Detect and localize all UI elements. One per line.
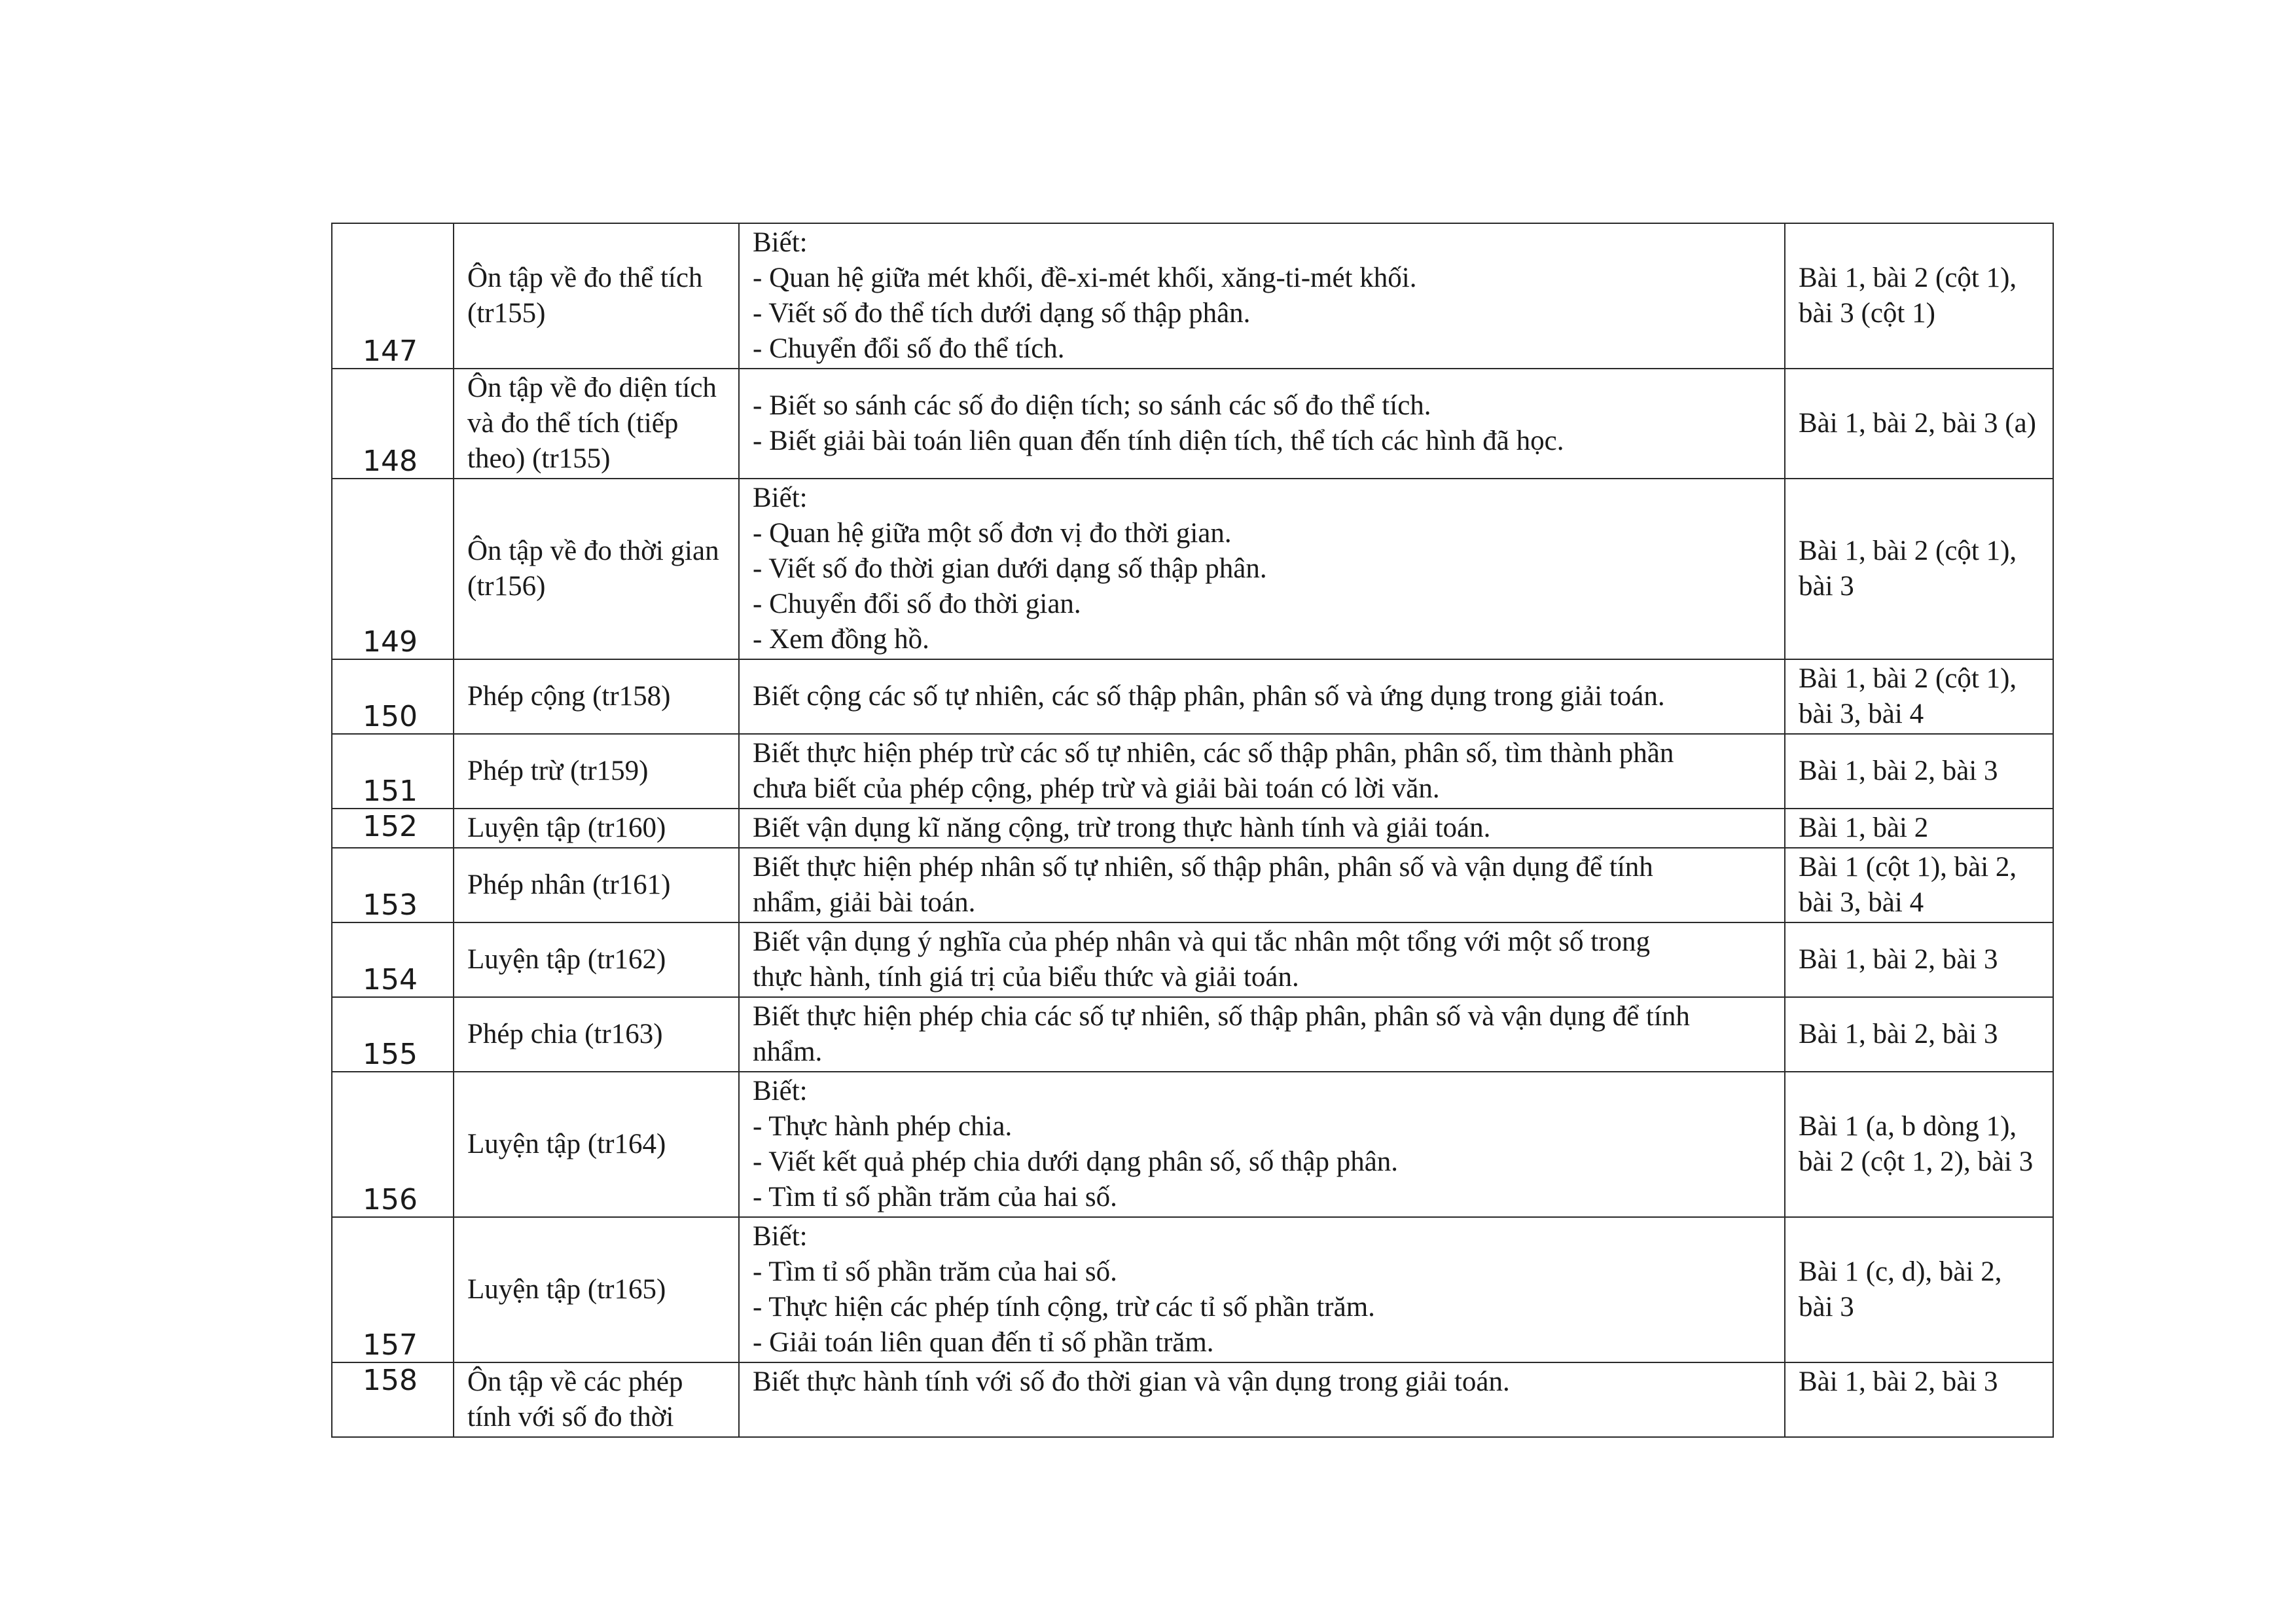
requirement-line: Biết thực hiện phép nhân số tự nhiên, số thập phân, phân số và vận dụng để tính (753, 852, 1653, 883)
lesson-name: Luyện tập (tr164) (454, 1072, 739, 1217)
lesson-exercises: Bài 1, bài 2 (cột 1), bài 3 (1785, 479, 2053, 659)
table-row (332, 659, 2053, 734)
lesson-requirements (739, 479, 1785, 659)
lesson-name: Ôn tập về đo thể tích (tr155) (454, 223, 739, 369)
lesson-number: 157 (332, 1217, 454, 1362)
requirement-line: nhẩm. (753, 1036, 823, 1067)
lesson-name: Phép cộng (tr158) (454, 659, 739, 734)
lesson-name: Luyện tập (tr160) (454, 809, 739, 848)
lesson-exercises: Bài 1, bài 2 (1785, 809, 2053, 848)
lesson-requirements (739, 1217, 1785, 1362)
lesson-name: Luyện tập (tr162) (454, 922, 739, 997)
lesson-exercises: Bài 1, bài 2, bài 3 (1785, 997, 2053, 1072)
lesson-plan-table (331, 223, 2054, 1438)
requirement-line: Biết: (753, 483, 808, 513)
table-row (332, 922, 2053, 997)
lesson-exercises: Bài 1, bài 2, bài 3 (1785, 1362, 2053, 1437)
requirement-line: Biết vận dụng ý nghĩa của phép nhân và qui tắc nhân một tổng với một số trong (753, 926, 1651, 957)
table-row (332, 734, 2053, 809)
lesson-name: Phép nhân (tr161) (454, 848, 739, 922)
requirement-line: Biết vận dụng kĩ năng cộng, trừ trong thực hành tính và giải toán. (753, 812, 1491, 843)
lesson-number: 152 (332, 809, 454, 848)
requirement-line: - Xem đồng hồ. (753, 624, 929, 655)
requirement-line: - Viết kết quả phép chia dưới dạng phân số, số thập phân. (753, 1146, 1399, 1177)
requirement-line: chưa biết của phép cộng, phép trừ và giải bài toán có lời văn. (753, 773, 1440, 804)
requirement-line: - Quan hệ giữa một số đơn vị đo thời gian. (753, 518, 1232, 549)
requirement-line: - Viết số đo thời gian dưới dạng số thập phân. (753, 553, 1267, 584)
lesson-number: 148 (332, 369, 454, 479)
requirement-line: - Chuyển đổi số đo thể tích. (753, 333, 1065, 364)
lesson-number: 154 (332, 922, 454, 997)
lesson-number: 156 (332, 1072, 454, 1217)
requirement-line: thực hành, tính giá trị của biểu thức và giải toán. (753, 962, 1299, 993)
requirement-line: nhẩm, giải bài toán. (753, 887, 976, 918)
requirement-line: - Chuyển đổi số đo thời gian. (753, 589, 1081, 619)
lesson-exercises: Bài 1, bài 2 (cột 1), bài 3, bài 4 (1785, 659, 2053, 734)
requirement-line: - Tìm tỉ số phần trăm của hai số. (753, 1256, 1117, 1287)
table-row (332, 369, 2053, 479)
table-row (332, 809, 2053, 848)
lesson-exercises: Bài 1, bài 2, bài 3 (1785, 734, 2053, 809)
lesson-name: Ôn tập về đo diện tích và đo thể tích (tiếp theo) (tr155) (454, 369, 739, 479)
table-row (332, 1217, 2053, 1362)
requirement-line: Biết: (753, 1221, 808, 1252)
lesson-requirements (739, 809, 1785, 848)
lesson-number: 147 (332, 223, 454, 369)
requirement-line: Biết: (753, 1076, 808, 1106)
table-row (332, 997, 2053, 1072)
lesson-number: 151 (332, 734, 454, 809)
lesson-name: Phép trừ (tr159) (454, 734, 739, 809)
lesson-requirements (739, 1072, 1785, 1217)
lesson-requirements (739, 659, 1785, 734)
lesson-name: Ôn tập về đo thời gian (tr156) (454, 479, 739, 659)
table-row (332, 848, 2053, 922)
requirement-line: Biết: (753, 227, 808, 258)
table-row (332, 223, 2053, 369)
lesson-requirements (739, 223, 1785, 369)
requirement-line: - Tìm tỉ số phần trăm của hai số. (753, 1182, 1117, 1213)
lesson-exercises: Bài 1, bài 2 (cột 1), bài 3 (cột 1) (1785, 223, 2053, 369)
table-row (332, 1362, 2053, 1437)
requirement-line: - Biết so sánh các số đo diện tích; so sánh các số đo thể tích. (753, 390, 1431, 421)
requirement-line: Biết cộng các số tự nhiên, các số thập phân, phân số và ứng dụng trong giải toán. (753, 681, 1665, 712)
requirement-line: - Thực hiện các phép tính cộng, trừ các tỉ số phần trăm. (753, 1292, 1375, 1322)
requirement-line: Biết thực hành tính với số đo thời gian và vận dụng trong giải toán. (753, 1366, 1510, 1397)
lesson-number: 149 (332, 479, 454, 659)
lesson-requirements (739, 848, 1785, 922)
lesson-name: Phép chia (tr163) (454, 997, 739, 1072)
lesson-requirements (739, 369, 1785, 479)
lesson-exercises: Bài 1 (cột 1), bài 2, bài 3, bài 4 (1785, 848, 2053, 922)
lesson-requirements (739, 734, 1785, 809)
lesson-exercises: Bài 1, bài 2, bài 3 (1785, 922, 2053, 997)
lesson-exercises: Bài 1 (a, b dòng 1), bài 2 (cột 1, 2), bài 3 (1785, 1072, 2053, 1217)
table-row (332, 1072, 2053, 1217)
lesson-requirements (739, 922, 1785, 997)
lesson-requirements (739, 1362, 1785, 1437)
lesson-exercises: Bài 1, bài 2, bài 3 (a) (1785, 369, 2053, 479)
lesson-name: Luyện tập (tr165) (454, 1217, 739, 1362)
lesson-number: 150 (332, 659, 454, 734)
lesson-number: 153 (332, 848, 454, 922)
lesson-requirements (739, 997, 1785, 1072)
lesson-exercises: Bài 1 (c, d), bài 2, bài 3 (1785, 1217, 2053, 1362)
requirement-line: - Giải toán liên quan đến tỉ số phần trăm. (753, 1327, 1214, 1358)
lesson-name: Ôn tập về các phép tính với số đo thời (454, 1362, 739, 1437)
lesson-number: 155 (332, 997, 454, 1072)
lesson-number: 158 (332, 1362, 454, 1437)
table-row (332, 479, 2053, 659)
requirement-line: - Viết số đo thể tích dưới dạng số thập phân. (753, 298, 1251, 329)
requirement-line: - Biết giải bài toán liên quan đến tính diện tích, thể tích các hình đã học. (753, 426, 1564, 456)
requirement-line: Biết thực hiện phép chia các số tự nhiên, số thập phân, phân số và vận dụng để tính (753, 1001, 1690, 1032)
requirement-line: - Quan hệ giữa mét khối, đề-xi-mét khối, xăng-ti-mét khối. (753, 263, 1417, 293)
requirement-line: Biết thực hiện phép trừ các số tự nhiên, các số thập phân, phân số, tìm thành phần (753, 738, 1674, 769)
requirement-line: - Thực hành phép chia. (753, 1111, 1013, 1142)
